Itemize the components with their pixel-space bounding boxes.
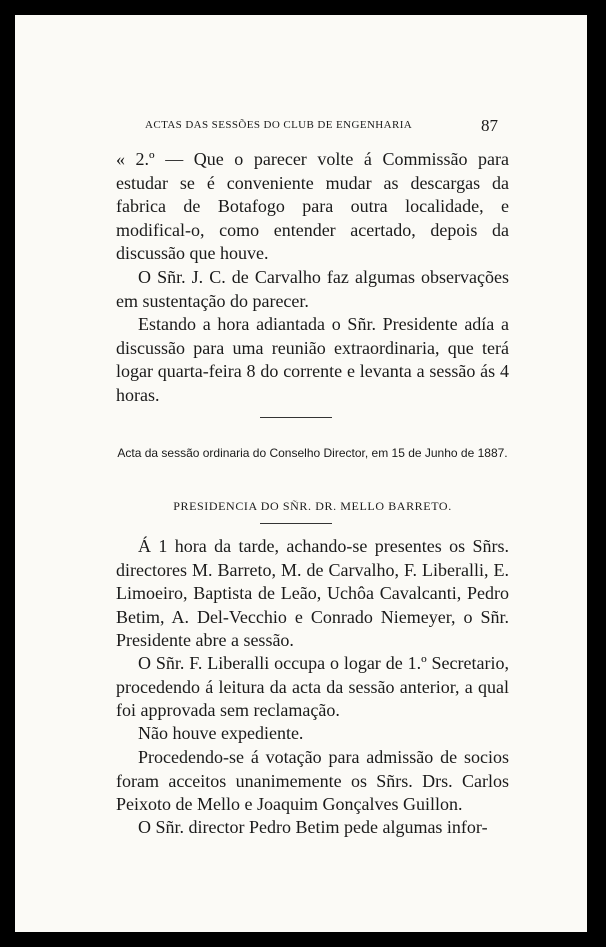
paragraph-session-opening: Á 1 hora da tarde, achando-se presentes os Sñrs. directores M. Barreto, M. de Carvalho, F. Liberalli, E. Limoeiro, Baptista de Leão, Uchôa Cavalcanti, Pedro Betim, A. Del-Vecchio e Conrado Niemeyer, o Sñr. Presidente abre a sessão. bbox=[116, 536, 509, 650]
document-page bbox=[15, 15, 587, 932]
section-divider-top bbox=[260, 417, 332, 418]
paragraph-member-admission: Procedendo-se á votação para admissão de socios foram acceitos unanimemente os Sñrs. Drs. Carlos Peixoto de Mello e Joaquim Gonçalves Guillon. bbox=[116, 747, 509, 814]
page-number: 87 bbox=[481, 116, 498, 135]
section-divider-bottom bbox=[260, 523, 332, 524]
paragraph-no-business: Não houve expediente. bbox=[138, 723, 304, 743]
presidency-line: PRESIDENCIA DO SÑR. DR. MELLO BARRETO. bbox=[173, 499, 452, 513]
running-header: ACTAS DAS SESSÕES DO CLUB DE ENGENHARIA bbox=[145, 119, 413, 131]
paragraph-betim-request: O Sñr. director Pedro Betim pede algumas infor- bbox=[138, 817, 488, 837]
paragraph-secretary-reading: O Sñr. F. Liberalli occupa o logar de 1.º Secretario, procedendo á leitura da acta da sessão anterior, a qual foi approvada sem reclamação. bbox=[116, 653, 509, 720]
paragraph-session-adjourned: Estando a hora adiantada o Sñr. Presidente adía a discussão para uma reunião extraordinaria, que terá logar quarta-feira 8 do corrente e levanta a sessão ás 4 horas. bbox=[116, 314, 509, 405]
paragraph-carvalho-observations: O Sñr. J. C. de Carvalho faz algumas observações em sustentação do parecer. bbox=[116, 267, 509, 311]
section-title: Acta da sessão ordinaria do Conselho Director, em 15 de Junho de 1887. bbox=[117, 446, 508, 460]
paragraph-commission-item: « 2.º — Que o parecer volte á Commissão para estudar se é conveniente mudar as descargas da fabrica de Botafogo para outra localidade, e modifical-o, como entender acertado, depois da discussão que houve. bbox=[116, 149, 509, 263]
